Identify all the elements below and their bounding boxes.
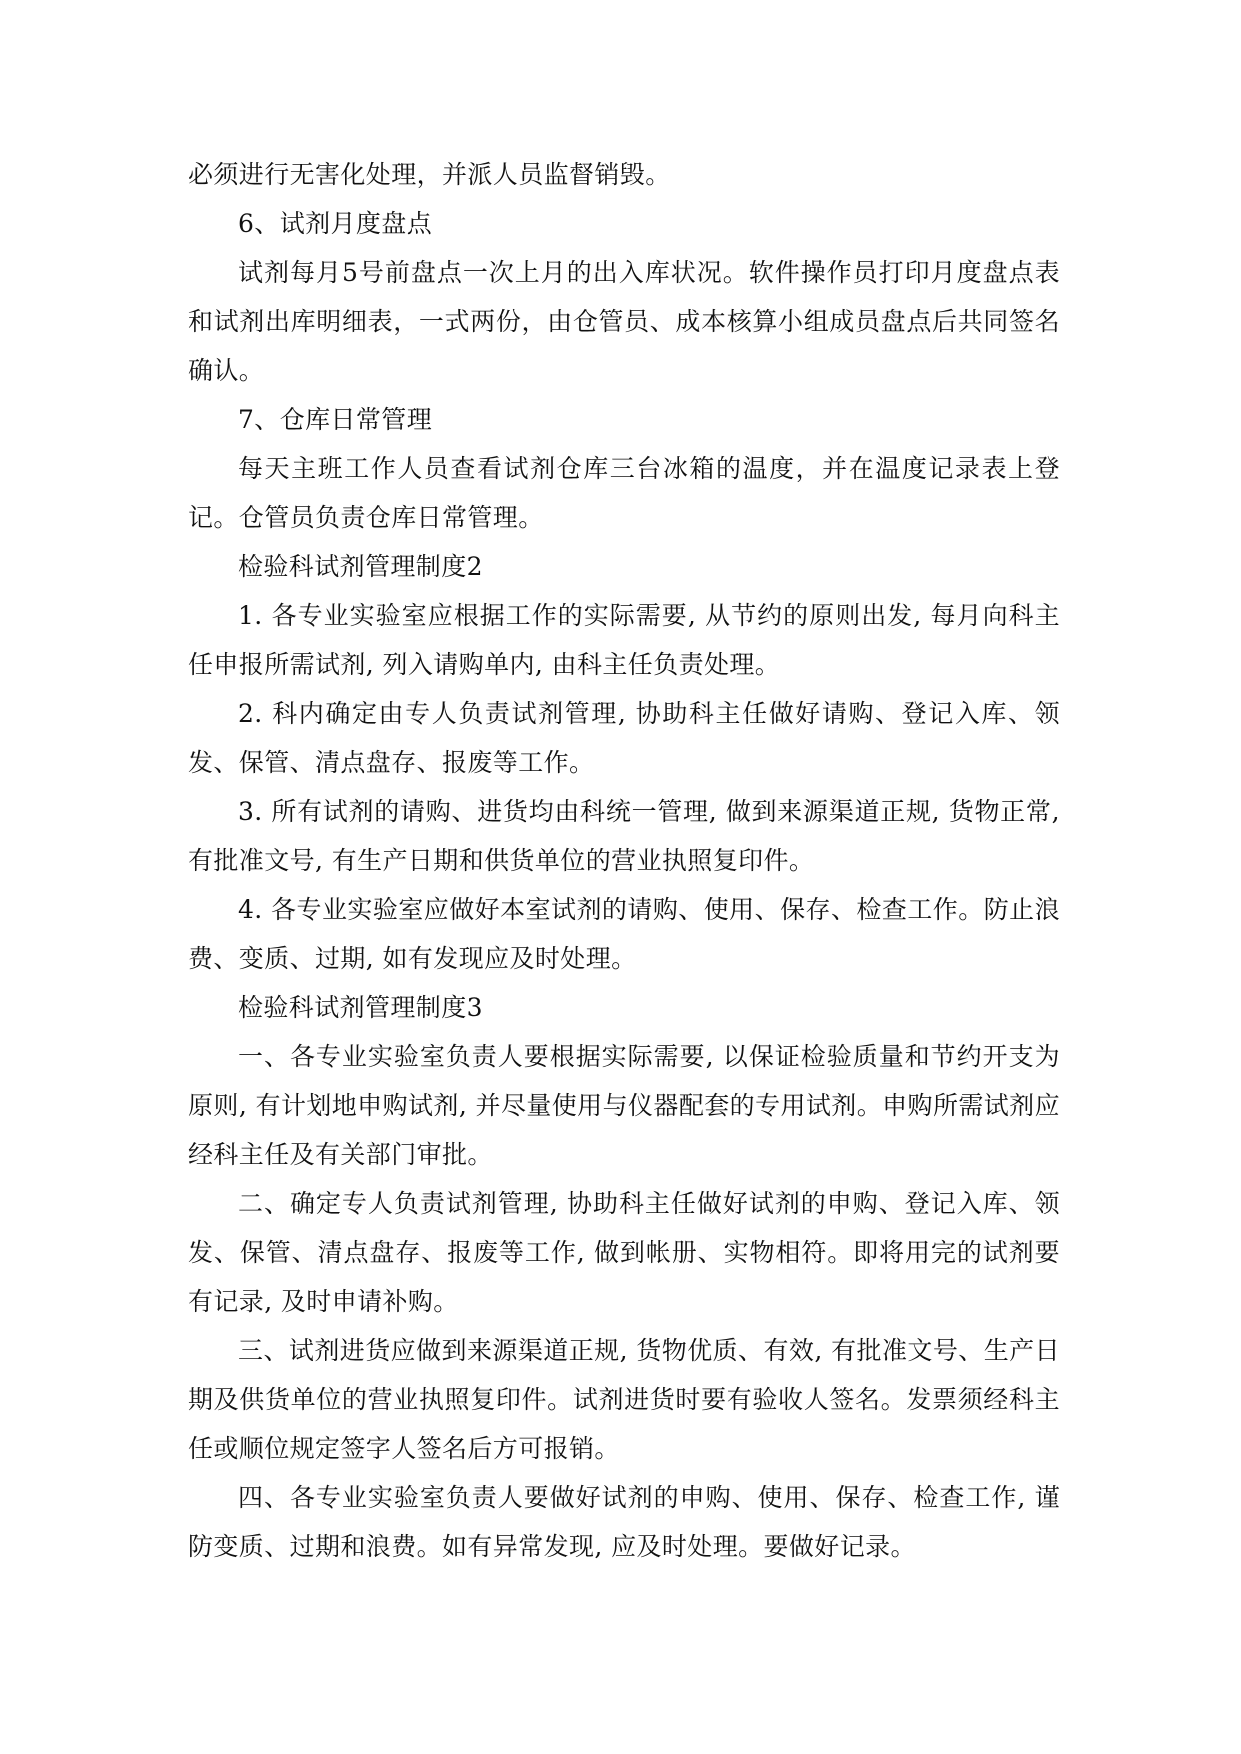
paragraph-regulation-2-item-2: 2. 科内确定由专人负责试剂管理, 协助科主任做好请购、登记入库、领发、保管、清点盘存、报废等工作。 (188, 699, 1060, 777)
section-title-regulation-3: 检验科试剂管理制度3 (238, 993, 483, 1022)
paragraph-monthly-inventory: 试剂每月5号前盘点一次上月的出入库状况。软件操作员打印月度盘点表和试剂出库明细表，一式两份，由仓管员、成本核算小组成员盘点后共同签名确认。 (188, 258, 1060, 385)
paragraph-warehouse-management: 每天主班工作人员查看试剂仓库三台冰箱的温度，并在温度记录表上登记。仓管员负责仓库日常管理。 (188, 454, 1060, 532)
paragraph-regulation-3-item-1: 一、各专业实验室负责人要根据实际需要, 以保证检验质量和节约开支为原则, 有计划地申购试剂, 并尽量使用与仪器配套的专用试剂。申购所需试剂应经科主任及有关部门审批。 (188, 1042, 1060, 1169)
paragraph-regulation-3-item-4: 四、各专业实验室负责人要做好试剂的申购、使用、保存、检查工作, 谨防变质、过期和浪费。如有异常发现, 应及时处理。要做好记录。 (188, 1483, 1060, 1561)
paragraph-regulation-2-item-4: 4. 各专业实验室应做好本室试剂的请购、使用、保存、检查工作。防止浪费、变质、过期, 如有发现应及时处理。 (188, 895, 1060, 973)
paragraph-regulation-2-item-1: 1. 各专业实验室应根据工作的实际需要, 从节约的原则出发, 每月向科主任申报所需试剂, 列入请购单内, 由科主任负责处理。 (188, 601, 1060, 679)
paragraph-regulation-3-item-2: 二、确定专人负责试剂管理, 协助科主任做好试剂的申购、登记入库、领发、保管、清点盘存、报废等工作, 做到帐册、实物相符。即将用完的试剂要有记录, 及时申请补购。 (188, 1189, 1060, 1316)
paragraph-regulation-3-item-3: 三、试剂进货应做到来源渠道正规, 货物优质、有效, 有批准文号、生产日期及供货单位的营业执照复印件。试剂进货时要有验收人签名。发票须经科主任或顺位规定签字人签名后方可报销。 (188, 1336, 1060, 1463)
paragraph-continuation: 必须进行无害化处理，并派人员监督销毁。 (188, 160, 671, 189)
section-heading-monthly-inventory: 6、试剂月度盘点 (238, 209, 433, 238)
section-title-regulation-2: 检验科试剂管理制度2 (238, 552, 483, 581)
paragraph-regulation-2-item-3: 3. 所有试剂的请购、进货均由科统一管理, 做到来源渠道正规, 货物正常, 有批准文号, 有生产日期和供货单位的营业执照复印件。 (188, 797, 1060, 875)
section-heading-warehouse-management: 7、仓库日常管理 (238, 405, 433, 434)
document-body (188, 150, 1060, 1571)
